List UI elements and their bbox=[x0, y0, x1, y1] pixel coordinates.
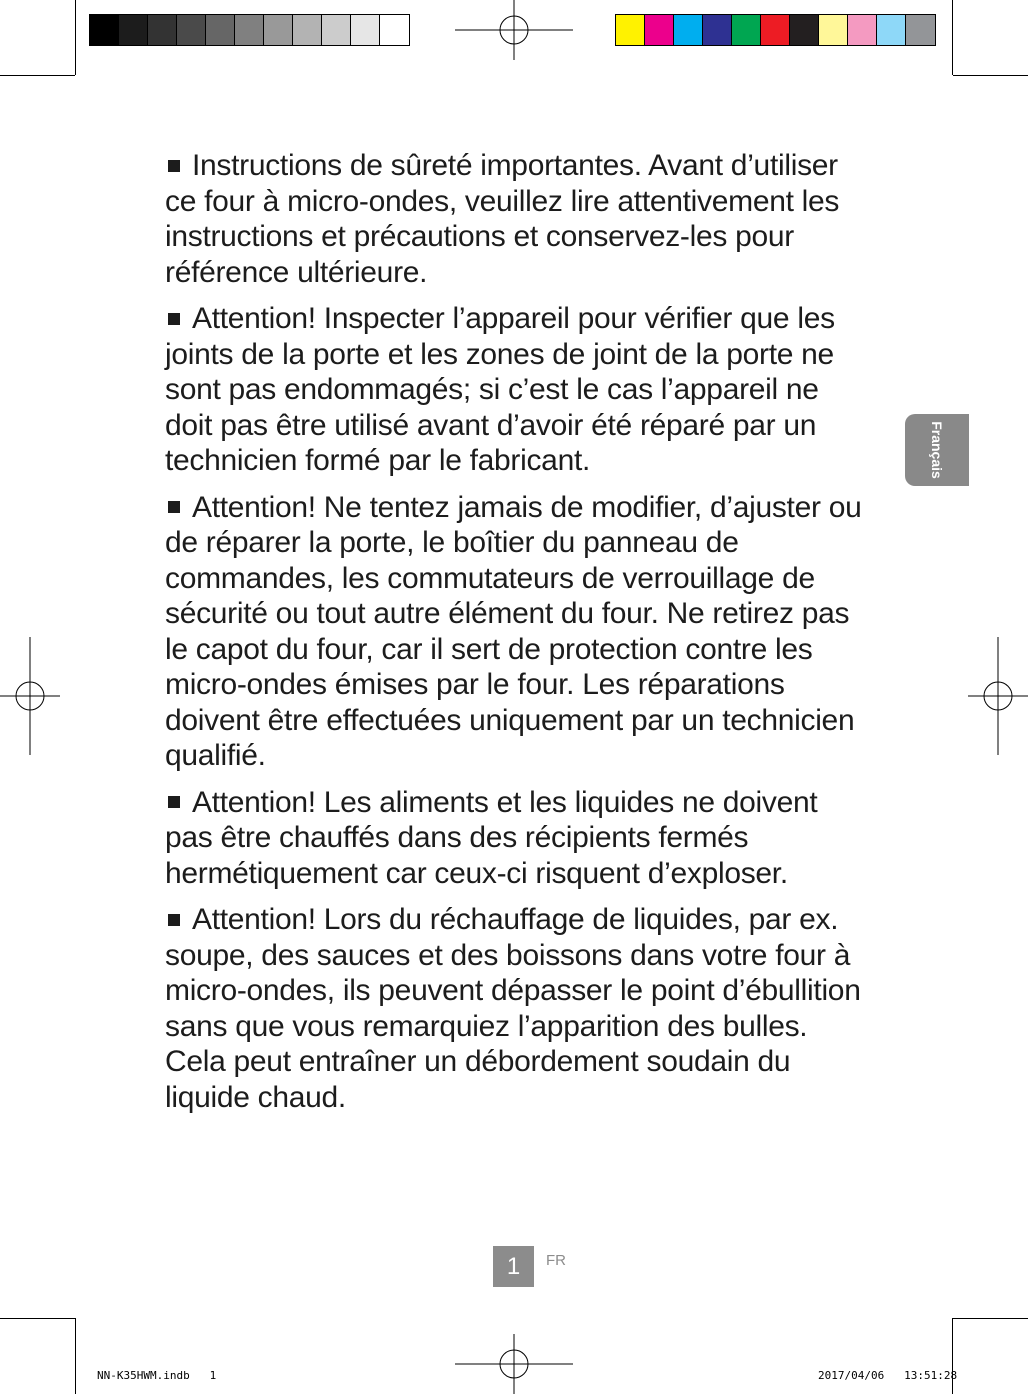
process-color-bar bbox=[615, 14, 936, 46]
crop-mark bbox=[952, 1318, 953, 1394]
registration-mark-icon bbox=[0, 637, 60, 755]
color-swatch bbox=[351, 15, 380, 45]
registration-mark-icon bbox=[455, 0, 573, 60]
instruction-paragraph: Attention! Ne tentez jamais de modifier, d’ajuster ou de réparer la porte, le boîtier du panneau de commandes, les commutateurs de verrouillage de sécurité ou tout autre élément du four. Ne retirez pas le capot du four, car il sert de protection contre les micro-ondes émises par le four. Les réparations doivent être effectuées uniquement par un technicien qualifié. bbox=[165, 490, 862, 772]
color-swatch bbox=[177, 15, 206, 45]
color-swatch bbox=[293, 15, 322, 45]
color-swatch bbox=[732, 15, 761, 45]
color-swatch bbox=[264, 15, 293, 45]
instruction-paragraph: Instructions de sûreté importantes. Avant d’utiliser ce four à micro-ondes, veuillez lire attentivement les instructions et précautions et conservez-les pour référence ultérieure. bbox=[165, 149, 840, 289]
color-swatch bbox=[906, 15, 935, 45]
registration-mark-icon bbox=[455, 1334, 573, 1394]
color-swatch bbox=[790, 15, 819, 45]
color-swatch bbox=[119, 15, 148, 45]
square-bullet-icon bbox=[168, 914, 180, 926]
square-bullet-icon bbox=[168, 501, 180, 513]
color-swatch bbox=[848, 15, 877, 45]
crop-mark bbox=[953, 75, 1028, 76]
slug-filename: NN-K35HWM.indb 1 bbox=[97, 1369, 217, 1382]
square-bullet-icon bbox=[168, 796, 180, 808]
safety-instructions bbox=[165, 148, 865, 1126]
color-swatch bbox=[819, 15, 848, 45]
color-swatch bbox=[235, 15, 264, 45]
color-swatch bbox=[674, 15, 703, 45]
color-swatch bbox=[761, 15, 790, 45]
crop-mark bbox=[75, 1318, 76, 1394]
slug-timestamp: 2017/04/06 13:51:28 bbox=[818, 1369, 958, 1382]
registration-mark-icon bbox=[968, 637, 1028, 755]
color-swatch bbox=[616, 15, 645, 45]
color-swatch bbox=[380, 15, 409, 45]
square-bullet-icon bbox=[168, 160, 180, 172]
square-bullet-icon bbox=[168, 313, 180, 325]
page-language-code: FR bbox=[546, 1252, 566, 1269]
color-swatch bbox=[645, 15, 674, 45]
color-swatch bbox=[206, 15, 235, 45]
color-swatch bbox=[90, 15, 119, 45]
language-tab-label: Français bbox=[929, 421, 945, 479]
crop-mark bbox=[0, 1318, 75, 1319]
crop-mark bbox=[75, 0, 76, 75]
grayscale-color-bar bbox=[89, 14, 410, 46]
color-swatch bbox=[148, 15, 177, 45]
crop-mark bbox=[0, 75, 75, 76]
language-tab bbox=[905, 414, 969, 486]
color-swatch bbox=[877, 15, 906, 45]
instruction-paragraph: Attention! Les aliments et les liquides ne doivent pas être chauffés dans des récipients fermés hermétiquement car ceux-ci risquent d’exploser. bbox=[165, 785, 818, 890]
color-swatch bbox=[703, 15, 732, 45]
color-swatch bbox=[322, 15, 351, 45]
instruction-paragraph: Attention! Lors du réchauffage de liquides, par ex. soupe, des sauces et des boissons dans votre four à micro-ondes, ils peuvent dépasser le point d’ébullition sans que vous remarquiez l’apparition des bulles. Cela peut entraîner un débordement soudain du liquide chaud. bbox=[165, 903, 861, 1114]
crop-mark bbox=[952, 0, 953, 75]
page-number: 1 bbox=[493, 1246, 534, 1287]
crop-mark bbox=[953, 1318, 1028, 1319]
instruction-paragraph: Attention! Inspecter l’appareil pour vérifier que les joints de la porte et les zones de joint de la porte ne sont pas endommagés; si c’est le cas l’appareil ne doit pas être utilisé avant d’avoir été réparé par un technicien formé par le fabricant. bbox=[165, 302, 835, 477]
